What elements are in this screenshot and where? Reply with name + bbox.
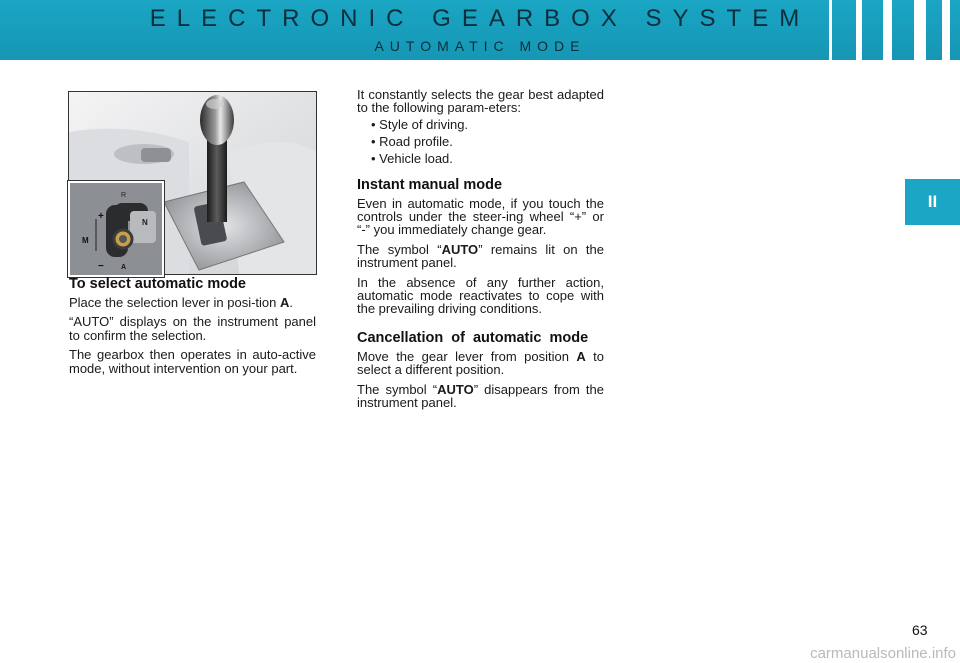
bullet-road: • Road profile.: [371, 133, 453, 149]
page-number: 63: [912, 622, 928, 638]
paragraph-even-automatic: Even in automatic mode, if you touch the controls under the steer-ing wheel “+” or “-” you immediately change gear.: [357, 195, 604, 238]
gate-label-n: N: [142, 218, 148, 227]
gate-diagram: [70, 183, 162, 275]
gate-label-plus: +: [98, 211, 104, 222]
page-title: ELECTRONIC GEARBOX SYSTEM: [149, 5, 811, 32]
left-column: [69, 276, 316, 381]
heading-instant-manual: Instant manual mode: [357, 176, 503, 193]
paragraph-move-lever: Move the gear lever from position A to select a different position.: [357, 348, 604, 378]
heading-cancellation: Cancellation of automatic mode: [357, 329, 589, 346]
paragraph-symbol-lit: The symbol “AUTO” remains lit on the instrument panel.: [357, 241, 604, 271]
gear-gate-inset: [68, 181, 164, 277]
heading-select-automatic: To select automatic mode: [69, 276, 246, 292]
page-header: [0, 0, 960, 60]
paragraph-gearbox-operates: The gearbox then operates in auto-active mode, without intervention on your part.: [69, 347, 316, 376]
bullet-style: • Style of driving.: [371, 116, 469, 132]
paragraph-absence-action: In the absence of any further action, automatic mode reactivates to cope with the prevailing driving conditions.: [357, 274, 604, 317]
bullet-load: • Vehicle load.: [371, 150, 453, 166]
middle-column: [357, 88, 604, 415]
page-subtitle: AUTOMATIC MODE: [374, 38, 586, 54]
gate-label-r: R: [121, 192, 127, 199]
watermark-text: carmanualsonline.info: [0, 645, 960, 663]
gate-label-m: M: [82, 236, 89, 245]
paragraph-place-lever: Place the selection lever in posi-tion A.: [69, 295, 294, 310]
paragraph-symbol-disappears: The symbol “AUTO” disappears from the instrument panel.: [357, 381, 604, 410]
paragraph-auto-displays: “AUTO” displays on the instrument panel to confirm the selection.: [69, 314, 316, 343]
chapter-tab: II: [905, 179, 960, 225]
gate-label-minus: −: [98, 261, 104, 272]
paragraph-selects-gear: It constantly selects the gear best adapted to the following param-eters:: [357, 87, 604, 116]
gate-label-a: A: [121, 264, 127, 271]
